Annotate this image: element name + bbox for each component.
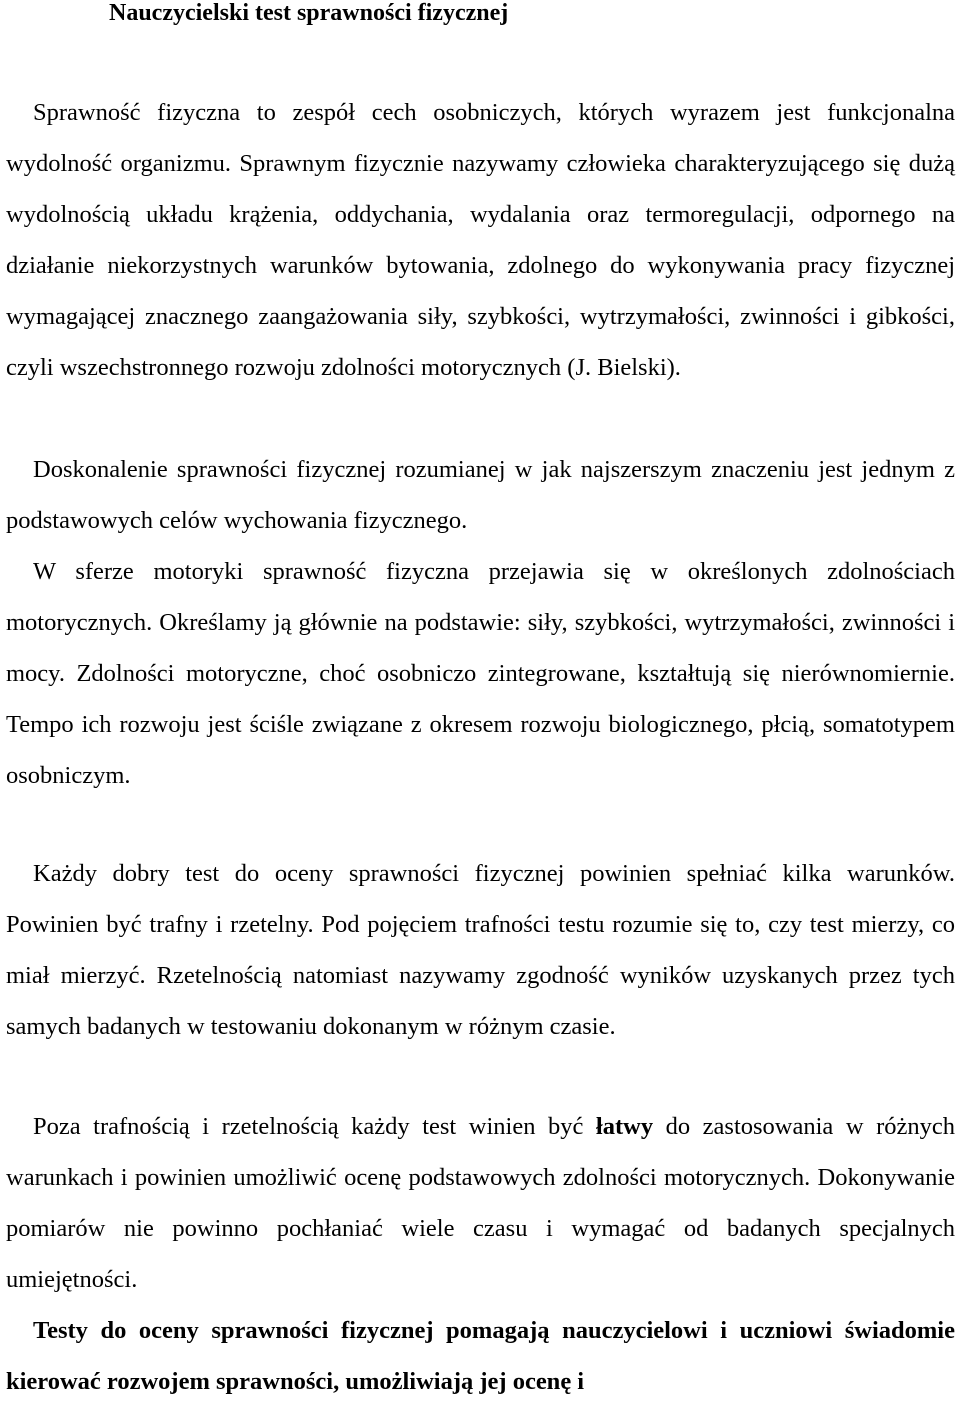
paragraph-motor-skills: W sferze motoryki sprawność fizyczna przejawia się w określonych zdolnościach motorycznych. Określamy ją głównie na podstawie: siły, szybkości, wytrzymałości, zwinności i mocy. Zdolności motoryczne, choć osobniczo zintegrowane, kształtują się nierównomiernie. Tempo ich rozwoju jest ściśle związane z okresem rozwoju biologicznego, płcią, somatotypem osobniczym.: [6, 558, 955, 789]
paragraph-test-ease: [6, 1101, 955, 1305]
paragraph-test-ease-end: do zastosowania w różnych warunkach i powinien umożliwić ocenę podstawowych zdolności motorycznych. Dokonywanie pomiarów nie powinno pochłaniać wiele czasu i wymagać od badanych specjalnych umiejętności.: [6, 1113, 955, 1293]
paragraph-test-requirements: Każdy dobry test do oceny sprawności fizycznej powinien spełniać kilka warunków. Powinien być trafny i rzetelny. Pod pojęciem trafności testu rozumie się to, czy test mierzy, co miał mierzyć. Rzetelnością natomiast nazywamy zgodność wyników uzyskanych przez tych samych badanych w testowaniu dokonanym w różnym czasie.: [6, 860, 955, 1040]
paragraph-test-ease-start: Poza trafnością i rzetelnością każdy test winien być: [33, 1113, 596, 1140]
document-title: Nauczycielski test sprawności fizycznej: [109, 0, 509, 26]
emphasis-easy: łatwy: [595, 1113, 654, 1140]
paragraph-test-purpose: Testy do oceny sprawności fizycznej pomagają nauczycielowi i uczniowi świadomie kierować rozwojem sprawności, umożliwiają jej ocenę i: [6, 1317, 955, 1395]
paragraph-fitness-definition: Sprawność fizyczna to zespół cech osobniczych, których wyrazem jest funkcjonalna wydolność organizmu. Sprawnym fizycznie nazywamy człowieka charakteryzującego się dużą wydolnością układu krążenia, oddychania, wydalania oraz termoregulacji, odpornego na działanie niekorzystnych warunków bytowania, zdolnego do wykonywania pracy fizycznej wymagającej znacznego zaangażowania siły, szybkości, wytrzymałości, zwinności i gibkości, czyli wszechstronnego rozwoju zdolności motorycznych (J. Bielski).: [6, 99, 955, 381]
paragraph-fitness-improvement: Doskonalenie sprawności fizycznej rozumianej w jak najszerszym znaczeniu jest jednym z podstawowych celów wychowania fizycznego.: [6, 456, 955, 534]
